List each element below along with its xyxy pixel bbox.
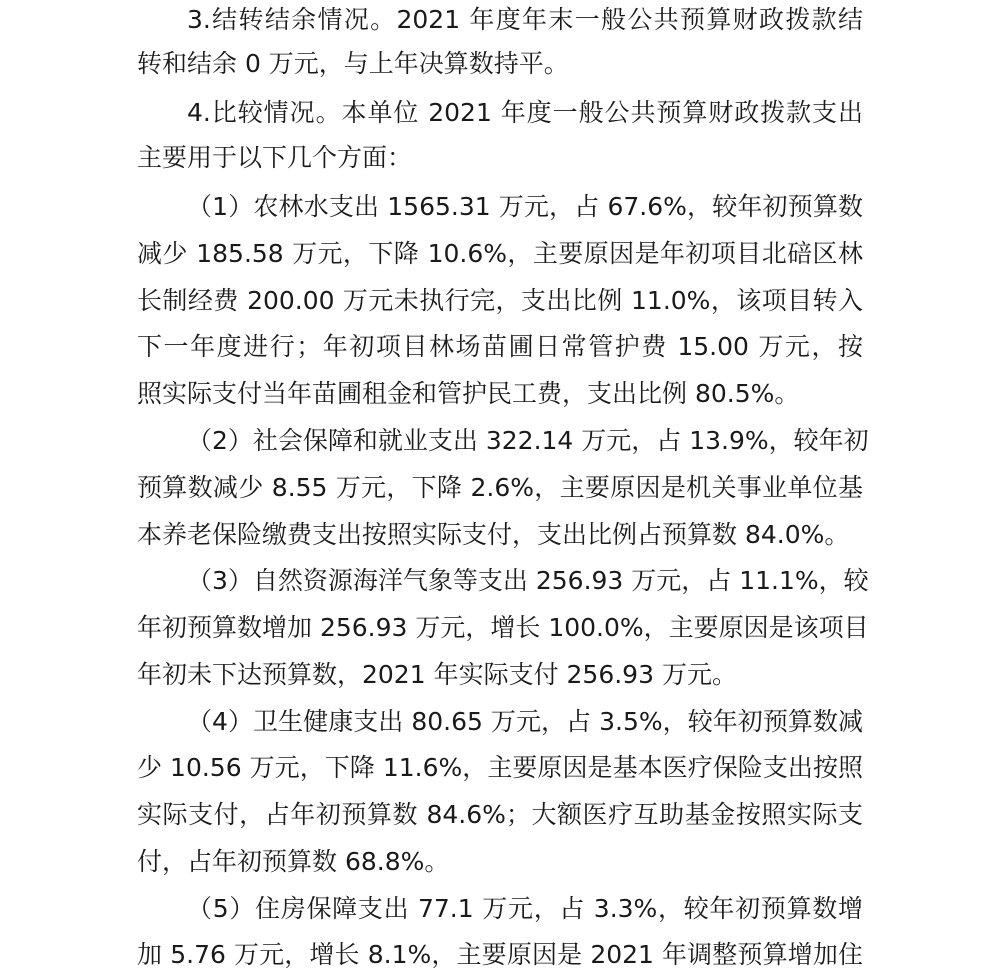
- text-line: （5）住房保障支出 77.1 万元，占 3.3%，较年初预算数增: [187, 894, 863, 923]
- text-line: 年初未下达预算数，2021 年实际支付 256.93 万元。: [137, 660, 737, 689]
- text-line: （4）卫生健康支出 80.65 万元，占 3.5%，较年初预算数减: [187, 707, 863, 736]
- text-line: 长制经费 200.00 万元未执行完，支出比例 11.0%，该项目转入: [137, 286, 863, 315]
- text-line: 预算数减少 8.55 万元，下降 2.6%，主要原因是机关事业单位基: [137, 473, 863, 502]
- text-line: 本养老保险缴费支出按照实际支付，支出比例占预算数 84.0%。: [137, 520, 850, 549]
- text-line: （1）农林水支出 1565.31 万元，占 67.6%，较年初预算数: [187, 192, 863, 221]
- text-line: 实际支付，占年初预算数 84.6%；大额医疗互助基金按照实际支: [137, 800, 863, 829]
- text-line: （2）社会保障和就业支出 322.14 万元，占 13.9%，较年初: [187, 426, 869, 455]
- text-line: 付，占年初预算数 68.8%。: [137, 847, 450, 876]
- text-line: 下一年度进行；年初项目林场苗圃日常管护费 15.00 万元，按: [137, 332, 863, 361]
- text-line: 转和结余 0 万元，与上年决算数持平。: [137, 49, 569, 78]
- text-line: 少 10.56 万元，下降 11.6%，主要原因是基本医疗保险支出按照: [137, 753, 863, 782]
- text-line: （3）自然资源海洋气象等支出 256.93 万元，占 11.1%，较: [187, 566, 869, 595]
- text-line: 减少 185.58 万元，下降 10.6%，主要原因是年初项目北碚区林: [137, 239, 863, 268]
- text-line: 年初预算数增加 256.93 万元，增长 100.0%，主要原因是该项目: [137, 613, 869, 642]
- text-line: 主要用于以下几个方面：: [137, 143, 413, 172]
- text-line: 加 5.76 万元，增长 8.1%，主要原因是 2021 年调整预算增加住: [137, 940, 863, 969]
- text-line: 3.结转结余情况。2021 年度年末一般公共预算财政拨款结: [187, 5, 863, 34]
- text-line: 照实际支付当年苗圃租金和管护民工费，支出比例 80.5%。: [137, 379, 800, 408]
- text-line: 4.比较情况。本单位 2021 年度一般公共预算财政拨款支出: [187, 98, 863, 127]
